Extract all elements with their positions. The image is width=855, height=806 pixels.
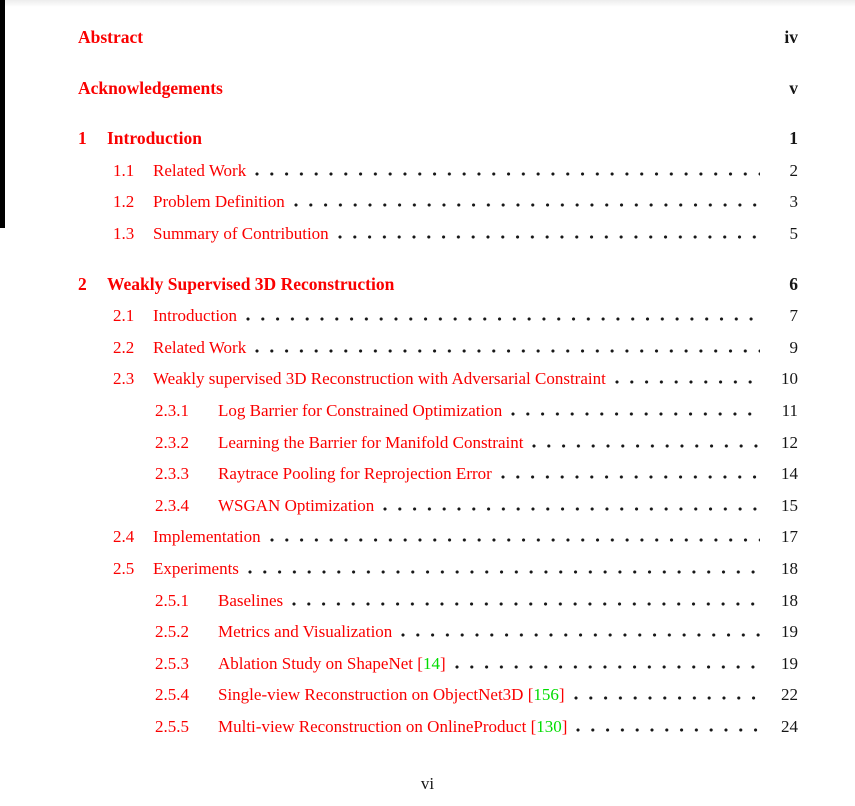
toc-entry (0, 332, 855, 364)
dot-leader (255, 172, 760, 176)
toc-entry-number[interactable]: 2.1 (113, 306, 135, 326)
toc-entry-title[interactable]: Baselines (218, 590, 284, 610)
toc-entry (0, 155, 855, 187)
toc-entry-link[interactable] (107, 123, 202, 155)
dot-leader (232, 90, 760, 94)
toc-entry (0, 395, 855, 427)
toc-entry-page-number: 19 (781, 653, 798, 673)
toc-entry-link[interactable] (218, 427, 523, 459)
toc-entry-link[interactable] (153, 332, 246, 364)
toc-entry-page-number: 2 (789, 160, 798, 180)
toc-entry-number[interactable]: 2.5.1 (155, 590, 189, 610)
toc-entry-link[interactable] (218, 395, 502, 427)
page-footer (0, 774, 855, 794)
dot-leader (248, 570, 760, 574)
folio-page-number: vi (420, 774, 435, 793)
toc-entry (0, 711, 855, 743)
toc-entry-page-number: 18 (781, 558, 798, 578)
citation-open-bracket: [ (413, 653, 423, 673)
citation-open-bracket: [ (523, 685, 534, 705)
citation-link[interactable]: 156 (533, 685, 559, 705)
toc-entry-title[interactable]: Ablation Study on ShapeNet (218, 653, 414, 673)
toc-entry-page-number: 12 (781, 432, 798, 452)
dot-leader (292, 602, 760, 606)
toc-entry-title[interactable]: Acknowledgements (78, 77, 223, 98)
toc-entry-link[interactable] (218, 585, 283, 617)
toc-entry-title[interactable]: WSGAN Optimization (218, 495, 375, 515)
toc-entry-link[interactable] (218, 458, 492, 490)
toc-entry-link[interactable] (218, 490, 374, 522)
toc-entry-title[interactable]: Learning the Barrier for Manifold Constraint (218, 432, 524, 452)
dot-leader (532, 444, 760, 448)
toc-entry-link[interactable] (78, 73, 223, 105)
toc-entry-title[interactable]: Raytrace Pooling for Reprojection Error (218, 464, 492, 484)
toc-entry-title[interactable]: Weakly Supervised 3D Reconstruction (107, 273, 395, 294)
toc-entry (0, 490, 855, 522)
toc-entry-page-number: 10 (781, 369, 798, 389)
citation-close-bracket: ] (439, 653, 446, 673)
dot-leader (152, 39, 760, 43)
toc-entry-title[interactable]: Weakly supervised 3D Reconstruction with Adversarial Constraint (153, 369, 606, 389)
toc-entry-number[interactable]: 2.5.3 (155, 653, 189, 673)
dot-leader (455, 665, 760, 669)
dot-leader (401, 633, 760, 637)
toc-entry-link[interactable] (218, 679, 565, 711)
toc-entry (0, 269, 855, 301)
dot-leader (255, 349, 760, 353)
toc-entry-link[interactable] (153, 218, 329, 250)
toc-entry (0, 218, 855, 250)
citation-open-bracket: [ (526, 716, 537, 736)
toc-entry-number[interactable]: 2.3 (113, 369, 135, 389)
toc-entry-link[interactable] (218, 616, 392, 648)
toc-entry (0, 186, 855, 218)
dot-leader (338, 235, 760, 239)
toc-entry-page-number: 3 (789, 192, 798, 212)
toc-entry-title[interactable]: Multi-view Reconstruction on OnlineProduct (218, 716, 527, 736)
toc-entry-title[interactable]: Problem Definition (153, 192, 285, 212)
toc-entry-number[interactable]: 1.1 (113, 160, 135, 180)
toc-entry-link[interactable] (107, 269, 394, 301)
citation-link[interactable]: 14 (422, 653, 440, 673)
toc-entry-number[interactable]: 2 (78, 273, 87, 294)
toc-entry-link[interactable] (153, 521, 261, 553)
toc-entry-page-number: 17 (781, 527, 798, 547)
toc-entry-link[interactable] (153, 553, 239, 585)
toc-entry-page-number: 19 (781, 622, 798, 642)
toc-entry-page-number: 24 (781, 716, 798, 736)
toc-entry-page-number: 18 (781, 590, 798, 610)
toc-entry-link[interactable] (218, 711, 567, 743)
toc-entry-page-number: 14 (781, 464, 798, 484)
toc-entry (0, 585, 855, 617)
dot-leader (403, 286, 760, 290)
table-of-contents (0, 22, 855, 742)
toc-entry-link[interactable] (78, 22, 143, 54)
dot-leader (294, 203, 760, 207)
toc-entry-title[interactable]: Abstract (78, 27, 144, 47)
toc-entry-number[interactable]: 1.2 (113, 192, 135, 212)
top-edge-shadow (0, 0, 855, 7)
dot-leader (501, 475, 760, 479)
toc-entry-number[interactable]: 1.3 (113, 223, 135, 243)
toc-entry-number[interactable]: 2.5 (113, 558, 135, 578)
toc-entry-title[interactable]: Implementation (153, 527, 261, 547)
toc-entry-title[interactable]: Log Barrier for Constrained Optimization (218, 400, 503, 420)
toc-entry-page-number: 9 (789, 337, 798, 357)
toc-entry-link[interactable] (153, 300, 237, 332)
toc-entry-page-number: v (789, 77, 798, 98)
toc-entry-page-number: iv (784, 27, 798, 47)
toc-entry-page-number: 7 (789, 306, 798, 326)
toc-entry (0, 648, 855, 680)
toc-entry-number[interactable]: 2.5.5 (155, 716, 189, 736)
toc-entry (0, 123, 855, 155)
dot-leader (615, 380, 760, 384)
toc-entry-link[interactable] (153, 155, 246, 187)
toc-entry-page-number: 15 (781, 495, 798, 515)
toc-entry (0, 427, 855, 459)
toc-entry (0, 679, 855, 711)
toc-entry-link[interactable] (218, 648, 446, 680)
dot-leader (576, 728, 760, 732)
toc-entry-page-number: 1 (789, 128, 798, 149)
toc-entry (0, 363, 855, 395)
dot-leader (574, 696, 760, 700)
dot-leader (211, 140, 760, 144)
toc-entry-number[interactable]: 2.3.2 (155, 432, 189, 452)
toc-entry (0, 73, 855, 105)
dot-leader (511, 412, 760, 416)
toc-entry-page-number: 5 (789, 223, 798, 243)
toc-entry-page-number: 22 (781, 685, 798, 705)
toc-entry-title[interactable]: Introduction (107, 128, 202, 149)
toc-entry-number[interactable]: 2.3.4 (155, 495, 189, 515)
toc-entry-number[interactable]: 2.5.4 (155, 685, 189, 705)
toc-entry-number[interactable]: 2.4 (113, 527, 135, 547)
citation-link[interactable]: 130 (536, 716, 562, 736)
toc-entry-title[interactable]: Related Work (153, 160, 247, 180)
dot-leader (270, 538, 760, 542)
toc-entry-number[interactable]: 2.5.2 (155, 622, 189, 642)
toc-entry-title[interactable]: Introduction (153, 306, 238, 326)
toc-entry (0, 458, 855, 490)
toc-entry-link[interactable] (153, 186, 285, 218)
toc-entry (0, 300, 855, 332)
citation-close-bracket: ] (558, 685, 565, 705)
toc-entry-title[interactable]: Experiments (153, 558, 239, 578)
toc-entry (0, 22, 855, 54)
toc-entry (0, 616, 855, 648)
toc-entry-number[interactable]: 2.3.3 (155, 464, 189, 484)
toc-entry-title[interactable]: Metrics and Visualization (218, 622, 393, 642)
citation-close-bracket: ] (561, 716, 568, 736)
toc-entry (0, 521, 855, 553)
toc-entry-number[interactable]: 1 (78, 128, 87, 149)
toc-entry-number[interactable]: 2.3.1 (155, 400, 189, 420)
toc-entry-page-number: 6 (789, 273, 798, 294)
dot-leader (383, 507, 760, 511)
dot-leader (246, 317, 760, 321)
toc-entry-link[interactable] (153, 363, 606, 395)
toc-entry-title[interactable]: Single-view Reconstruction on ObjectNet3D (218, 685, 524, 705)
toc-entry-page-number: 11 (781, 400, 798, 420)
toc-entry-title[interactable]: Related Work (153, 337, 247, 357)
toc-entry-number[interactable]: 2.2 (113, 337, 135, 357)
toc-entry-title[interactable]: Summary of Contribution (153, 223, 329, 243)
toc-entry (0, 553, 855, 585)
